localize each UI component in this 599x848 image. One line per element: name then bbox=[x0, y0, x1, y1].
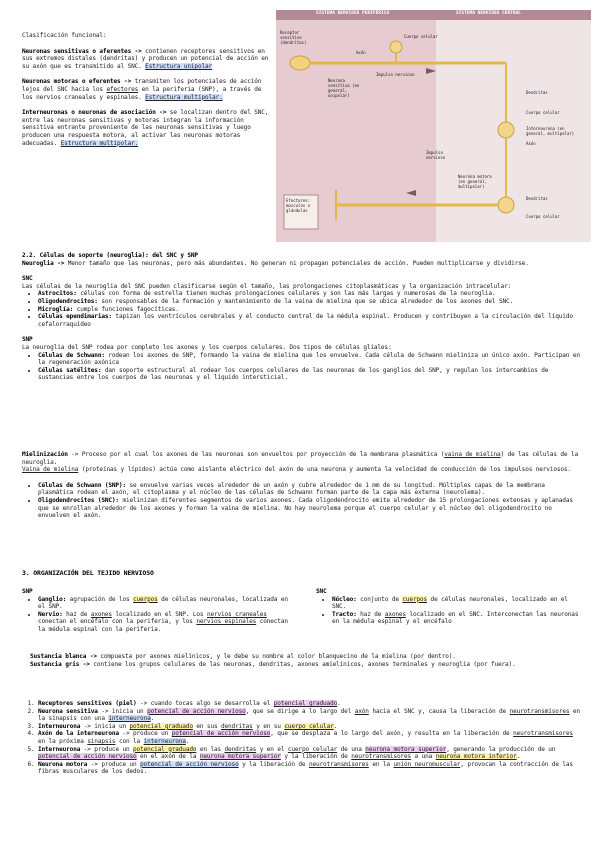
glia-snc-intro: Las células de la neuroglia del SNC pueden clasificarse según el tamaño, las prolongaciones citoplasmáticas y la organización intracelular: bbox=[22, 282, 512, 290]
glia-snc-list bbox=[22, 290, 582, 328]
sustancias-section bbox=[30, 653, 582, 668]
neuron-pathway-diagram bbox=[276, 10, 591, 242]
step-item bbox=[38, 746, 582, 761]
glia-snp-list bbox=[22, 352, 582, 382]
list-item bbox=[38, 497, 582, 520]
list-item bbox=[38, 367, 582, 382]
glia-intro-head: Neuroglia -> bbox=[22, 259, 65, 267]
motoras-head: Neuronas motoras o eferentes -> bbox=[22, 78, 132, 86]
sensitivas-tag: Estructura unipolar bbox=[145, 62, 213, 70]
diagram-axon2-label: Axón bbox=[526, 141, 536, 146]
mielinizacion-head: Mielinización bbox=[22, 451, 68, 458]
gris-text: contiene los grupos celulares de las neuronas, dendritas, axones amielínicos, axones terminales y neuroglia (por fuera). bbox=[89, 660, 516, 668]
ganglio-cuerpos: cuerpos bbox=[133, 595, 158, 603]
glia-snp-title: SNP bbox=[22, 336, 33, 344]
mielinizacion-vaina2: Vaina de mielina bbox=[22, 466, 79, 474]
gris-head: Sustancia gris -> bbox=[30, 660, 90, 668]
inter-head: Interneuronas o neuronas de asociación -> bbox=[22, 109, 167, 117]
tracto-t2: localizado en el SNC. Interconectan las neuronas en la médula espinal y el encéfalo bbox=[332, 610, 579, 626]
diagram-impulso1-label: Impulso nervioso bbox=[376, 72, 415, 77]
item-text: se envuelve varias veces alrededor de un axón y cubre alrededor de 1 mm de su longitud. Múltiples capas de la membrana plasmática rodean el axón, el citoplasma y el núcleo de las células de Schwann forman parte de la capa más externa (neurolema). bbox=[38, 481, 545, 497]
tracto-axones: axones bbox=[384, 610, 406, 618]
diagram-cuerpo-label: Cuerpo celular bbox=[404, 34, 438, 39]
nervio-craneales: nervios craneales bbox=[206, 610, 267, 618]
step-text: -> cuando tocas algo se desarrolla el potencial graduado. bbox=[136, 700, 341, 707]
item-text: mielinizan diferentes segmentos de varios axones. Cada oligodendrocito emite alrededor de 15 prolongaciones extensas y aplanadas que se enrollan alrededor de los axones y forman la vaina de mielina. No hay neurolema porque el cuerpo celular y el núcleo del oligodendrocito no envuelven el axón. bbox=[38, 496, 573, 520]
sustancia-gris bbox=[30, 661, 582, 669]
organizacion-snc-title: SNC bbox=[316, 588, 327, 595]
item-text: dan soporte estructural al rodear los cuerpos celulares de las neuronas de los ganglios del SNP, y regulan los intercambios de sustancias entre los cuerpos de las neuronas y el líquido intersticial. bbox=[38, 366, 549, 382]
item-text: tapizan los ventrículos cerebrales y el conducto central de la médula espinal. Producen y contribuyen a la circulación del líquido cefalorraquídeo bbox=[38, 313, 573, 328]
step-text: -> inicia un potencial de acción nervioso, que se dirige a lo largo del axón hacia el SNC y, causa la liberación de neurotransmisores en la sinapsis con una interneurona. bbox=[38, 707, 580, 723]
diagram-dendritas2-label: Dendritas bbox=[526, 196, 548, 201]
item-head: Oligodendrocitos (SNC): bbox=[38, 496, 119, 504]
tracto-t1: haz de bbox=[356, 610, 385, 618]
organizacion-snc bbox=[316, 588, 582, 626]
nervio-t4: conectan la médula espinal con la periferia. bbox=[38, 618, 288, 633]
nervio-t2: localizado en el SNP. Los bbox=[111, 610, 207, 618]
motoras-text2: en la periferia (SNP), a través de los nervios craneales y espinales. bbox=[22, 85, 262, 101]
item-text: son responsables de la formación y mantenimiento de la vaina de mielina que se ubica alrededor de los axones del SNC. bbox=[97, 297, 514, 305]
sensory-cell-body bbox=[390, 41, 402, 53]
sensitivas-head: Neuronas sensitivas o aferentes -> bbox=[22, 47, 142, 55]
diagram-dendritas1-label: Dendritas bbox=[526, 90, 548, 95]
mielinizacion-text2: ) de las células de la neuroglia. bbox=[22, 451, 578, 466]
item-head: Células satélites: bbox=[38, 366, 102, 374]
nucleo-t2: de células neuronales, localizado en el SNC. bbox=[332, 595, 568, 611]
item-head: Células de Schwann: bbox=[38, 351, 105, 359]
diagram-header-right: SISTEMA NERVIOSO CENTRAL bbox=[456, 11, 522, 16]
nervio-t1: haz de bbox=[62, 610, 91, 618]
diagram-interneurona-label: Interneurona (en general, multipolar) bbox=[526, 126, 575, 136]
motoras-text1: transmiten los potenciales de acción lejos del SNC hacia los bbox=[22, 78, 262, 93]
diagram-axon-label: Axón bbox=[356, 50, 366, 55]
blanca-text: compuesta por axones mielínicos, y le debe su nombre al color blanquecino de la mielina (por dentro). bbox=[96, 653, 456, 660]
diagram-cuerpo2-label: Cuerpo celular bbox=[526, 110, 560, 115]
nervio-t3: conectan el encéfalo con la periferia, y los bbox=[38, 618, 197, 626]
steps-section bbox=[22, 700, 582, 776]
list-item bbox=[38, 596, 297, 611]
step-head: Interneurona bbox=[38, 722, 81, 730]
list-item bbox=[38, 482, 582, 497]
item-text: rodean los axones de SNP, formando la vaina de mielina que los envuelve. Cada célula de Schwann mieliniza un único axón. Participan en la regeneración axónica bbox=[38, 351, 580, 367]
list-item bbox=[38, 290, 582, 298]
inter-paragraph bbox=[22, 109, 272, 147]
step-text: -> produce un potencial de acción nervioso y la liberación de neurotransmisores en la unión neuromuscular, provocan la contracción de las fibras musculares de los dedos. bbox=[38, 760, 573, 776]
step-text: -> produce un potencial de acción nervioso, que se desplaza a lo largo del axón, y resulta en la liberación de neurotransmisores en la próxima sinapsis con la interneurona. bbox=[38, 730, 573, 745]
list-item bbox=[38, 352, 582, 367]
ganglio-t2: de células neuronales, localizada en el SNP. bbox=[38, 595, 288, 611]
organizacion-snp-list bbox=[22, 596, 297, 634]
list-item bbox=[332, 611, 582, 626]
organizacion-title: 3. ORGANIZACIÓN DEL TEJIDO NERVIOSO bbox=[22, 569, 154, 577]
nucleo-head: Núcleo: bbox=[332, 595, 357, 603]
glia-intro-text: Menor tamaño que las neuronas, pero más abundantes. No generan ni propagan potenciales de acción. Pueden multiplicarse y dividirse. bbox=[64, 259, 529, 267]
step-item bbox=[38, 730, 582, 745]
clasificacion-section bbox=[22, 32, 272, 147]
diagram-impulso2-label: Impulso nervioso bbox=[426, 150, 446, 160]
mielinizacion-text1: -> Proceso por el cual los axones de las neuronas son envueltos por proyección de la membrana plasmática ( bbox=[67, 451, 445, 458]
glia-snc-title: SNC bbox=[22, 275, 33, 283]
diagram-neurona-sensitiva-label: Neurona sensitiva (en general, unipolar) bbox=[328, 78, 360, 98]
organizacion-title-wrap bbox=[22, 570, 582, 578]
organizacion-snc-list bbox=[316, 596, 582, 626]
clasificacion-title: Clasificación funcional: bbox=[22, 32, 107, 39]
diagram-cuerpo3-label: Cuerpo celular bbox=[526, 214, 560, 219]
glia-section bbox=[22, 252, 582, 382]
sensitivas-paragraph bbox=[22, 48, 272, 71]
diagram-efectores-label: Efectores: músculos o glándulas bbox=[286, 198, 311, 213]
diagram-header-left: SISTEMA NERVIOSO PERIFÉRICO bbox=[316, 11, 390, 16]
nervio-espinales: nervios espinales bbox=[196, 618, 257, 626]
list-item bbox=[38, 298, 582, 306]
organizacion-snp bbox=[22, 588, 297, 634]
step-item bbox=[38, 708, 582, 723]
list-item bbox=[332, 596, 582, 611]
nervio-head: Nervio: bbox=[38, 610, 63, 618]
item-head: Células ependimarias: bbox=[38, 313, 112, 321]
mielinizacion-section bbox=[22, 451, 582, 520]
nucleo-t1: conjunto de bbox=[356, 595, 403, 603]
item-head: Oligodendrocitos: bbox=[38, 297, 98, 305]
step-text: -> produce un potencial graduado en las dendritas y en el cuerpo celular de una neurona motora superior, generando la producción de un potencial de acción nervioso en el axón de la neurona motora superior y la liberación de neurotransmisores a una neurona motora inferior. bbox=[38, 745, 556, 761]
blanca-head: Sustancia blanca -> bbox=[30, 653, 97, 660]
item-text: células con forma de estrella tienen muchas prolongaciones celulares y son las más largas y numerosas de la neuroglia. bbox=[76, 290, 496, 298]
list-item bbox=[38, 313, 582, 328]
receptor-shape bbox=[290, 56, 310, 70]
interneuron-body bbox=[498, 122, 514, 138]
step-text: -> inicia un potencial graduado en sus dendritas y en su cuerpo celular. bbox=[80, 722, 338, 730]
diagram-neurona-motora-label: Neurona motora (en general, multipolar) bbox=[458, 174, 492, 189]
item-head: Microglía: bbox=[38, 305, 74, 313]
nucleo-cuerpos: cuerpos bbox=[402, 595, 428, 603]
sensitivas-text: contienen receptores sensitivos en sus extremos distales (dendritas) y producen un potencial de acción en su axón que es transmitido al SNC. bbox=[22, 47, 269, 70]
glia-snp-intro: La neuroglia del SNP rodea por completo los axones y los cuerpos celulares. Dos tipos de células gliales: bbox=[22, 343, 392, 351]
step-head: Neurona sensitiva bbox=[38, 707, 98, 715]
motoras-tag: Estructura multipolar. bbox=[145, 93, 223, 101]
step-item bbox=[38, 700, 582, 708]
glia-title: 2.2. Células de soporte (neuroglia): del SNC y SNP bbox=[22, 252, 198, 259]
item-head: Células de Schwann (SNP): bbox=[38, 481, 126, 489]
motoras-efectores: efectores bbox=[106, 85, 139, 93]
ganglio-head: Ganglio: bbox=[38, 595, 67, 603]
item-text: cumple funciones fagocíticas. bbox=[73, 305, 179, 313]
item-head: Astrocitos: bbox=[38, 290, 77, 298]
mielinizacion-list bbox=[22, 482, 582, 520]
step-head: Neurona motora bbox=[38, 760, 88, 768]
step-head: Axón de la interneurona bbox=[38, 730, 119, 738]
step-head: Interneurona bbox=[38, 745, 81, 753]
sustancia-blanca bbox=[30, 653, 582, 661]
motoras-paragraph bbox=[22, 78, 272, 101]
mielinizacion-vaina1: vaina de mielina bbox=[444, 451, 501, 458]
step-item bbox=[38, 761, 582, 776]
organizacion-snp-title: SNP bbox=[22, 588, 33, 595]
ganglio-t1: agrupación de los bbox=[66, 595, 134, 603]
list-item bbox=[38, 611, 297, 634]
nervio-axones: axones bbox=[90, 610, 112, 618]
inter-tag: Estructura multipolar. bbox=[60, 139, 139, 147]
motor-neuron-body bbox=[498, 197, 514, 213]
tracto-head: Tracto: bbox=[332, 610, 357, 618]
mielinizacion-paragraph bbox=[22, 451, 582, 474]
inter-text: se localizan dentro del SNC, entre las neuronas sensitivas y motoras integran la información sensitiva entrante proveniente de las neuronas sensitivas y luego producen una respuesta motora, al activar las neuronas motoras adecuadas. bbox=[22, 109, 269, 147]
steps-list bbox=[22, 700, 582, 776]
step-head: Receptores sensitivos (piel) bbox=[38, 700, 137, 707]
diagram-receptor-label: Receptor sensitivo (dendritas) bbox=[280, 30, 307, 45]
mielinizacion-text3: (proteínas y lípidos) actúa como aislante eléctrico del axón de una neurona y aumenta la velocidad de conducción de los impulsos nerviosos. bbox=[78, 466, 571, 474]
glia-intro bbox=[22, 260, 582, 268]
